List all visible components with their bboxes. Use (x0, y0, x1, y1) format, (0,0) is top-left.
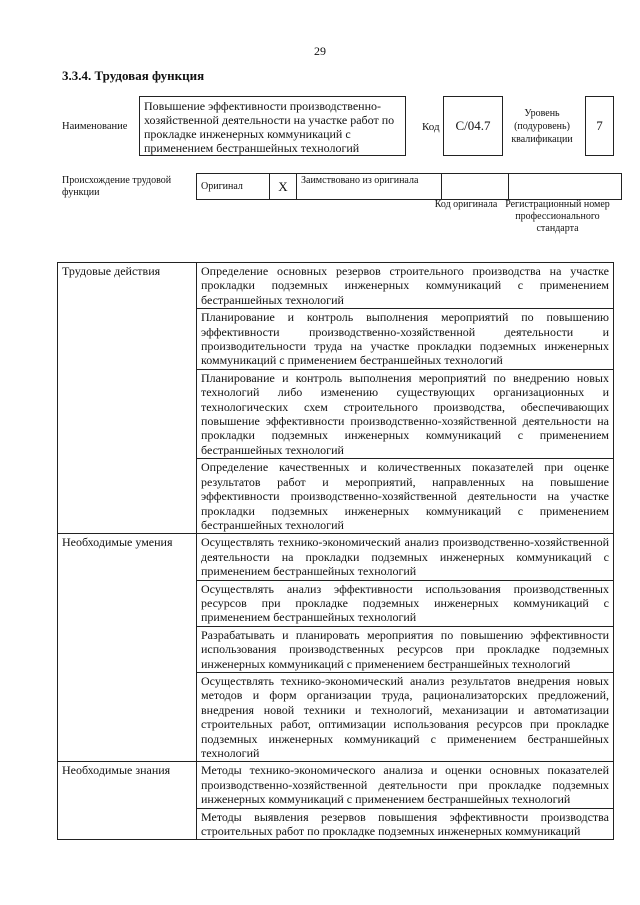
function-details-table (57, 262, 614, 840)
function-name: Повышение эффективности производственно-хозяйственной деятельности на участке работ по прокладке инженерных коммуникаций с применением бестраншейных технологий (139, 96, 406, 156)
category-required-knowledge: Необходимые знания (58, 762, 197, 840)
original-label: Оригинал (197, 174, 270, 200)
original-code-cell (442, 174, 509, 200)
section-title: 3.3.4. Трудовая функция (62, 68, 205, 83)
list-item: Осуществлять технико-экономический анализ производственно-хозяйственной деятельности на прокладки подземных инженерных коммуникаций с применением бестраншейных технологий (197, 534, 614, 580)
table-row (58, 263, 614, 309)
reg-number-cell (509, 174, 622, 200)
category-labor-actions: Трудовые действия (58, 263, 197, 534)
reg-number-caption: Регистрационный номер профессионального стандарта (505, 199, 610, 234)
borrowed-label: Заимствовано из оригинала (297, 174, 442, 200)
list-item: Планирование и контроль выполнения мероприятий по внедрению новых технологий либо изменению существующих организационных и технологических схем строительного производства, обеспечивающих повышение эффективности производственно-хозяйственной деятельности на прокладки подземных инженерных коммуникаций с применением бестраншейных технологий (197, 369, 614, 458)
table-row (58, 534, 614, 580)
category-required-skills: Необходимые умения (58, 534, 197, 762)
list-item: Разрабатывать и планировать мероприятия по повышению эффективности использования производственных ресурсов при прокладке подземных инженерных коммуникаций с применением бестраншейных технологий (197, 626, 614, 672)
list-item: Осуществлять технико-экономический анализ результатов внедрения новых методов и форм организации труда, рационализаторских предложений, внедрения новой техники и технологий, механизации и автоматизации строительных работ, оптимизации использования ресурсов при прокладке подземных инженерных коммуникаций с применением бестраншейных технологий (197, 672, 614, 761)
list-item: Методы технико-экономического анализа и оценки основных показателей производственно-хозяйственной деятельности при прокладке подземных инженерных коммуникаций с применением бестраншейных технологий (197, 762, 614, 808)
code-label: Код (422, 121, 440, 133)
name-label: Наименование (62, 121, 128, 132)
list-item: Определение качественных и количественных показателей при оценке результатов работ и мероприятий, направленных на повышение эффективности производственно-хозяйственной деятельности на участке прокладки подземных инженерных коммуникаций с применением бестраншейных технологий (197, 459, 614, 534)
list-item: Осуществлять анализ эффективности использования производственных ресурсов при прокладке подземных инженерных коммуникаций с применением бестраншейных технологий (197, 580, 614, 626)
list-item: Методы выявления резервов повышения эффективности производства строительных работ по прокладке подземных инженерных коммуникаций (197, 808, 614, 840)
table-row (58, 762, 614, 808)
page-number: 29 (314, 44, 326, 58)
list-item: Определение основных резервов строительного производства на участке прокладки подземных инженерных коммуникаций с применением бестраншейных технологий (197, 263, 614, 309)
origin-label: Происхождение трудовой функции (62, 175, 172, 198)
function-code: C/04.7 (443, 96, 503, 156)
original-code-caption: Код оригинала (434, 199, 498, 210)
original-mark: X (270, 174, 297, 200)
qualification-level-value: 7 (585, 96, 614, 156)
list-item: Планирование и контроль выполнения мероприятий по повышению эффективности производственно-хозяйственной деятельности и производительности труда на участке прокладки подземных инженерных коммуникаций с применением бестраншейных технологий (197, 309, 614, 370)
qualification-level-label: Уровень (подуровень) квалификации (511, 108, 573, 145)
origin-table (196, 173, 622, 200)
